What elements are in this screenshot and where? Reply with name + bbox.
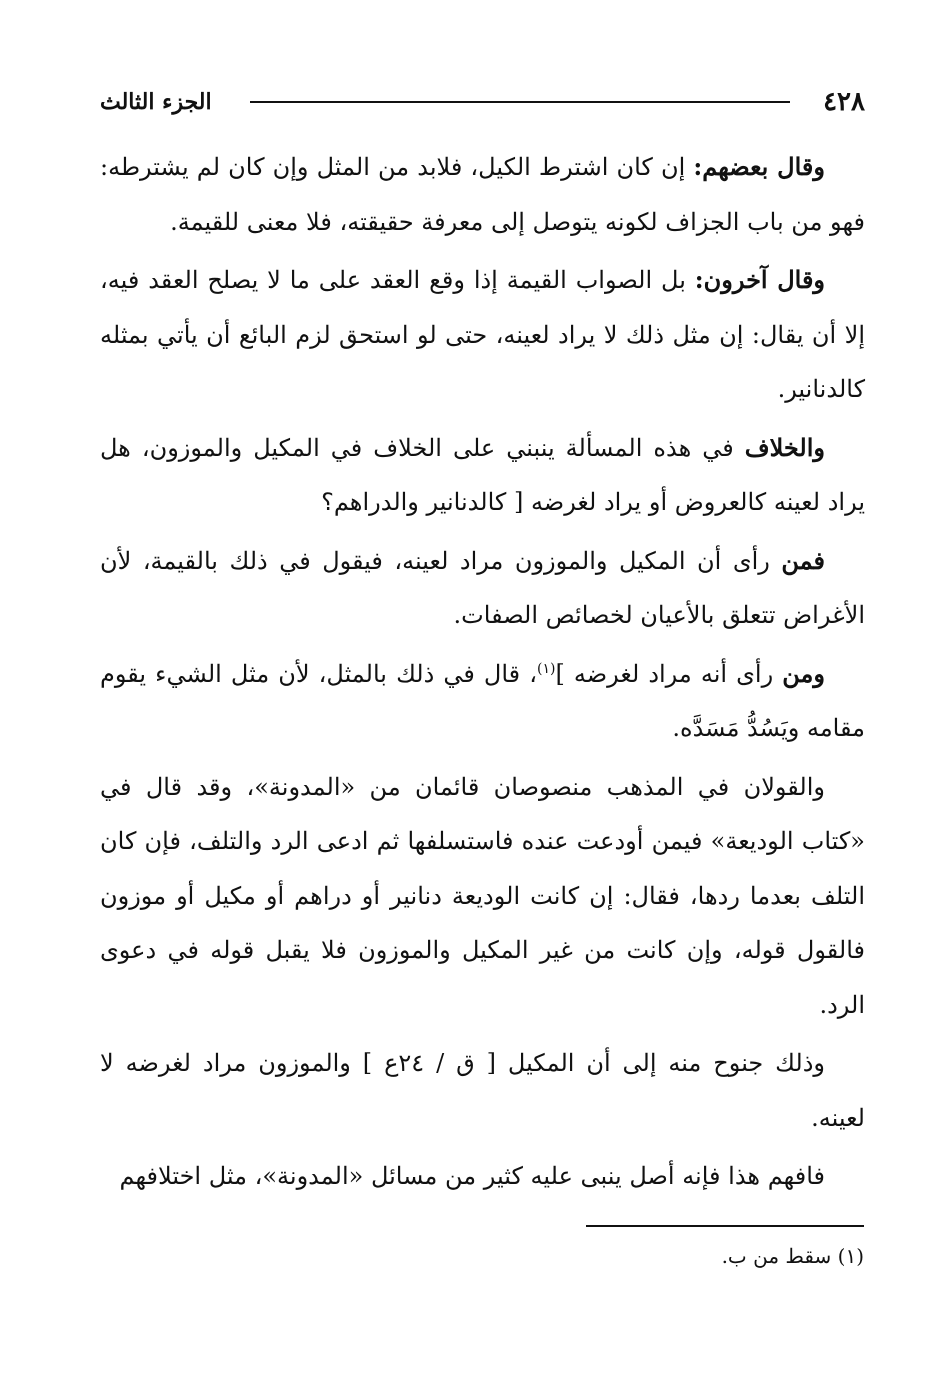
paragraph-text: في هذه المسألة ينبني على الخلاف في المكيل والموزون، هل يراد لعينه كالعروض أو يراد لغرضه [ كالدنانير والدراهم؟ bbox=[100, 433, 865, 516]
paragraph-7 bbox=[100, 1036, 865, 1145]
paragraph-5 bbox=[100, 647, 865, 756]
paragraph-text: والقولان في المذهب منصوصان قائمان من «المدونة»، وقد قال في «كتاب الوديعة» فيمن أودعت عنده فاستسلفها ثم ادعى الرد والتلف، فإن كان التلف بعدما ردها، فقال: إن كانت الوديعة دنانير أو دراهم أو مكيل أو موزون فالقول قوله، وإن كانت من غير المكيل والموزون فلا يقبل قوله في دعوى الرد. bbox=[100, 772, 865, 1019]
paragraph-text: إن كان اشترط الكيل، فلابد من المثل وإن كان لم يشترطه: فهو من باب الجزاف لكونه يتوصل إلى معرفة حقيقته، فلا معنى للقيمة. bbox=[100, 153, 865, 236]
paragraph-lead: وقال آخرون: bbox=[694, 265, 826, 294]
paragraph-lead: ومن bbox=[782, 658, 825, 688]
paragraph-text: ، قال في ذلك بالمثل، لأن مثل الشيء يقوم مقامه ويَسُدُّ مَسَدَّه. bbox=[100, 659, 865, 742]
paragraph-2 bbox=[100, 253, 865, 417]
footnote: (١) سقط من ب. bbox=[721, 1244, 864, 1268]
paragraph-text: فافهم هذا فإنه أصل ينبى عليه كثير من مسائل «المدونة»، مثل اختلافهم bbox=[119, 1162, 825, 1190]
paragraph-4 bbox=[100, 534, 865, 643]
header-rule bbox=[250, 101, 790, 103]
paragraph-6 bbox=[100, 760, 865, 1033]
paragraph-1 bbox=[100, 140, 865, 249]
paragraph-8 bbox=[100, 1149, 865, 1204]
part-title: الجزء الثالث bbox=[100, 89, 212, 115]
paragraph-lead: والخلاف bbox=[744, 432, 825, 462]
paragraph-lead: وقال بعضهم: bbox=[693, 152, 825, 181]
paragraph-lead: فمن bbox=[781, 545, 825, 575]
footnote-rule bbox=[586, 1225, 864, 1227]
paragraph-text: وذلك جنوح منه إلى أن المكيل [ ق / ٢٤ع ] والموزون مراد لغرضه لا لعينه. bbox=[100, 1049, 865, 1132]
paragraph-text: رأى أنه مراد لغرضه ] bbox=[555, 659, 783, 688]
paragraph-text: رأى أن المكيل والموزون مراد لعينه، فيقول في ذلك بالقيمة، لأن الأغراض تتعلق بالأعيان لخصائص الصفات. bbox=[100, 546, 865, 629]
paragraph-text: بل الصواب القيمة إذا وقع العقد على ما لا يصلح العقد فيه، إلا أن يقال: إن مثل ذلك لا يراد لعينه، حتى لو استحق لزم البائع أن يأتي بمثله كالدنانير. bbox=[100, 266, 865, 403]
page-number: ٤٢٨ bbox=[823, 87, 865, 117]
footnote-marker: (١) bbox=[536, 660, 556, 677]
running-header bbox=[100, 82, 865, 122]
paragraph-3 bbox=[100, 421, 865, 530]
main-text bbox=[100, 140, 865, 1208]
